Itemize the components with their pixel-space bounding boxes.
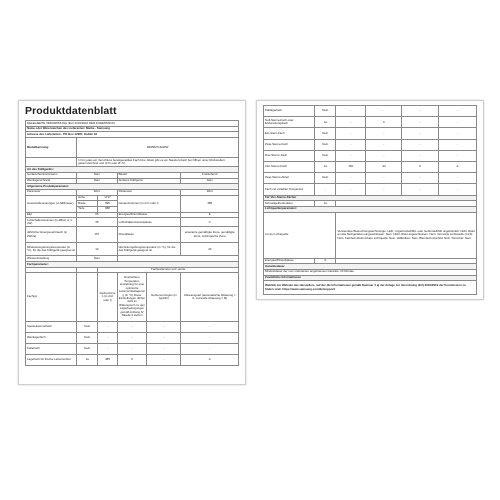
compartment-row: Fach mit variabler Temperatur - - - - - — [264, 184, 477, 195]
compartment-row: Ein-Stern-Fach Nein - - - - — [264, 128, 477, 139]
product-data-table-2 — [263, 105, 477, 295]
compartment-row: Zwei-Sterne-Fach Nein - - - - — [264, 139, 477, 150]
note-row: 1 Für jedes ein Verschluss bereitgestelltes Fach bzw. Abteil gibt es ein Standort-Fach bei Öffnen unter Rückstellern gekennzeichnet und (0 % oder Ø -5). — [26, 158, 239, 167]
eei-row: EEI 65 Energieeffizienzklasse E — [26, 212, 239, 218]
product-sheet-page-1 — [18, 100, 246, 385]
address-row: Adresse des Lieferanten · PO Box 12987, Dublin 18 — [26, 132, 239, 138]
cooler-type-row-1: Geräuschemissionsarm Nein Bauart Freistehend — [26, 172, 239, 178]
param-header-row: Parameter Wert Parameter Wert — [26, 189, 239, 195]
cooler-type-row-2: Weinlagerschrank Nein Anderes Kühlgerät Nein — [26, 178, 239, 184]
annual-energy-row: Jährlicher Energieverbrauch (in kWh/a) 167 Klimaklasse erweiterte gemäßigte Zone, gemäßigte Zone, subtropische Zone — [26, 227, 239, 243]
fach-row: Weinlagerfach Nein - - - - — [26, 332, 239, 343]
winter-row: Wintereinstellung Nein — [26, 256, 239, 262]
fach-row: Speisekammerfach Nein - - - - — [26, 321, 239, 332]
dims-row-depth: Tiefe 688 — [26, 206, 239, 212]
compartment-row: Zwei-Sterne-Abteil Nein - - - - — [264, 173, 477, 184]
ambient-row: Mindestumgebungstemperatur (in °C), für die das Kühlgerät geeignet ist 10 Höchstumgebungstemperatur (in °C), für die das Kühlgerät geeignet ist 43 — [26, 243, 239, 256]
document-title: Produktdatenblatt — [25, 105, 117, 117]
guarantee-row: Mindestdauer der vom Lieferanten angebotenen Garantie: 24 Monate — [264, 269, 477, 275]
extra-info-row: Weblink zur Website des Herstellers, auf der die Informationen gemäß Nummer 4 a) der Anlage zur Verordnung (EU) 2019/2019 der Kommission zu finden sind: https://www.samsung.com/de/support/ — [264, 281, 477, 295]
fach-row: Kellerfach Nein - - - - — [26, 343, 239, 354]
light-type-row: Art der Lichtquelle Verwendete Beleuchtungstechnologie: LED. Ungebündelt/Mit- oder Gebündelt/Mit ungebündelt: Nicht direkt an das Netzgerät/an eingeschlossen: Nein. Nicht direkt angeschlossen: Nein. Vernetzte Lichtquelle (CLS): Nein. Farbhell abstimmbare Lichtquelle: Nein. Hüllkolben: Nein. Blendschutzschild: Nein. Dimmbar: Nein — [264, 212, 477, 258]
fach-header-row: Fachtyp Fachvolumen (in dm³ oder l) Empfohlene Temperatureinstellung für eine optimierte Lebensmittellagerung (in °C) Diese Einstellungen dürfen nicht im Widerspruch zu den Lagerbedingungen gemäß Anhang IV Tabelle 3 stehen Gefriervermögen (in kg/24h) Abtauungsart (automatische Abtauung = A, manuelle Abtauung = M) — [26, 273, 239, 321]
fach-span-row: Fachparameter und -werte — [26, 267, 239, 273]
compartment-row: Vier-Sterne-Fach Ja 150 -22 9 A — [264, 161, 477, 172]
product-sheet-page-2 — [256, 100, 484, 300]
dims-row-height: Gesamtabmessungen (in Millimeter) Höhe 1717 Gesamtvolumen (in dm³ oder l) 385 — [26, 195, 239, 201]
section-four-star: Für Vier-Sterne-Fächer — [264, 195, 477, 201]
section-light-source: Lichtquellenparameter: — [264, 206, 477, 212]
brand-row: Name oder Warenzeichen des Lieferanten: Marke · Samsung — [26, 126, 239, 132]
compartment-row: Drei-Sterne-Fach Nein - - - - — [264, 150, 477, 161]
compartment-row: Kaltlagerfach Nein - - - - — [264, 106, 477, 117]
light-energy-class-row: Energieeffizienzklasse G — [264, 258, 477, 264]
section-general-params: Allgemeine Produktparameter: — [26, 184, 239, 190]
fast-freeze-row: Schnellgefrierfunktion Ja — [264, 201, 477, 207]
compartment-row: Null-Sterne-Fach oder Eisbereitungsfach Ja - 0 - - — [264, 117, 477, 128]
section-extra-info: Zusätzliche Informationen — [264, 275, 477, 281]
section-guarantee: Garantiedauer — [264, 264, 477, 270]
fach-row: Lagerfach für frische Lebensmittel Ja 385 5 - A — [26, 355, 239, 366]
ref-row: DELEGIERTE VERORDNUNG (EU) 2019/2016 DER KOMMISSION — [26, 121, 239, 127]
model-row: Modellkennung: RR39M7140WW — [26, 138, 239, 158]
section-cooler-type: Art des Kühlgeräts: — [26, 167, 239, 173]
dims-row-width: Breite 595 — [26, 201, 239, 207]
product-data-table-1 — [25, 120, 239, 366]
section-compartment-params: Fachparameter: — [26, 262, 239, 268]
noise-row: Luftschallemissionen (in dB(A) re 1 pW) 35 Luftschallemissionsklasse C — [26, 218, 239, 227]
